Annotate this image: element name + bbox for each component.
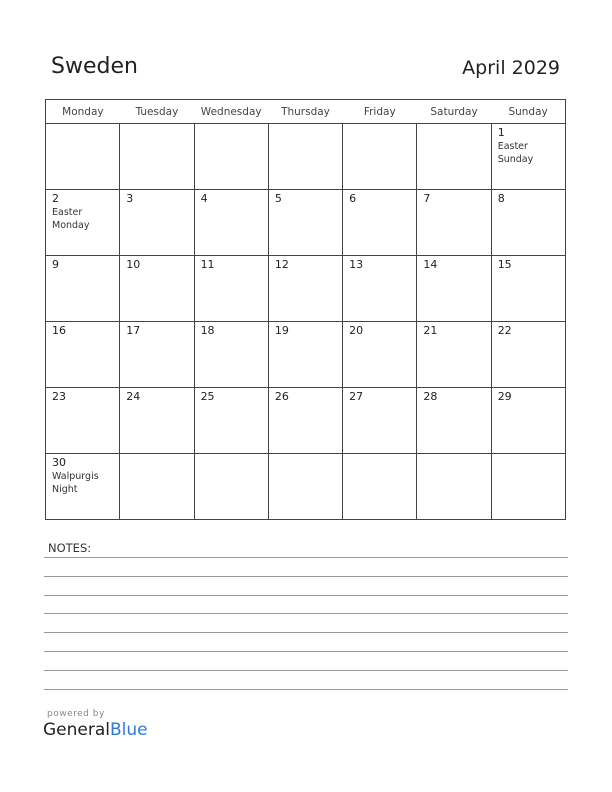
day-cell: [46, 190, 120, 256]
day-number: 24: [126, 390, 141, 403]
weekday-header: Sunday: [491, 100, 565, 124]
day-cell: [417, 322, 491, 388]
day-number: 18: [200, 324, 215, 337]
notes-label: NOTES:: [48, 541, 92, 555]
day-number: 10: [126, 258, 141, 271]
day-number: 27: [349, 390, 364, 403]
day-number: 23: [52, 390, 66, 403]
day-cell: [491, 124, 565, 190]
notes-line: [44, 689, 568, 690]
day-cell: [417, 454, 491, 520]
notes-line: [44, 651, 568, 652]
day-number: 4: [200, 192, 208, 205]
day-cell: [268, 454, 342, 520]
day-number: 12: [274, 258, 289, 271]
day-cell: [268, 124, 342, 190]
day-cell: [194, 190, 268, 256]
day-cell: [417, 388, 491, 454]
weekday-header: Friday: [343, 100, 417, 124]
day-cell: [417, 124, 491, 190]
day-cell: [46, 322, 120, 388]
day-cell: [46, 454, 120, 520]
day-cell: [417, 190, 491, 256]
week-row: [46, 124, 566, 190]
day-number: 8: [497, 192, 505, 205]
notes-line: [44, 613, 568, 614]
day-number: 6: [349, 192, 357, 205]
day-number: 5: [274, 192, 282, 205]
day-cell: [120, 256, 194, 322]
country-title: Sweden: [51, 54, 138, 79]
day-number: 19: [274, 324, 289, 337]
day-number: 15: [497, 258, 512, 271]
day-cell: [194, 322, 268, 388]
day-cell: [343, 322, 417, 388]
day-number: 25: [200, 390, 215, 403]
day-number: 20: [349, 324, 364, 337]
brand-general: General: [43, 720, 110, 740]
day-number: 9: [52, 258, 59, 271]
day-cell: [268, 190, 342, 256]
weekday-header: Tuesday: [120, 100, 194, 124]
week-row: [46, 322, 566, 388]
day-cell: [46, 388, 120, 454]
notes-line: [44, 595, 568, 596]
day-cell: [194, 124, 268, 190]
day-cell: [491, 388, 565, 454]
day-number: 28: [423, 390, 438, 403]
notes-line: [44, 632, 568, 633]
day-cell: [343, 124, 417, 190]
day-number: 2: [52, 192, 59, 205]
weekday-header-row: [46, 100, 566, 124]
holiday-label: Easter Monday: [52, 207, 90, 231]
day-number: 30: [52, 456, 66, 469]
day-cell: [120, 454, 194, 520]
weekday-header: Saturday: [417, 100, 491, 124]
day-cell: [343, 256, 417, 322]
day-cell: [417, 256, 491, 322]
day-cell: [194, 256, 268, 322]
brand-logo: [43, 720, 148, 740]
holiday-label: Easter Sunday: [497, 141, 534, 165]
notes-line: [44, 557, 568, 558]
week-row: [46, 388, 566, 454]
day-cell: [491, 190, 565, 256]
day-number: 26: [274, 390, 289, 403]
day-number: 11: [200, 258, 215, 271]
week-row: [46, 256, 566, 322]
day-number: 16: [52, 324, 66, 337]
day-number: 29: [497, 390, 512, 403]
day-cell: [46, 256, 120, 322]
week-row: [46, 190, 566, 256]
day-cell: [120, 124, 194, 190]
day-number: 13: [349, 258, 364, 271]
powered-by-text: powered by: [47, 709, 105, 719]
day-number: 21: [423, 324, 438, 337]
day-number: 22: [497, 324, 512, 337]
day-number: 1: [497, 126, 505, 139]
weekday-header: Monday: [46, 100, 120, 124]
day-cell: [120, 190, 194, 256]
notes-line: [44, 576, 568, 577]
day-cell: [194, 454, 268, 520]
day-cell: [491, 256, 565, 322]
day-number: 3: [126, 192, 134, 205]
day-number: 17: [126, 324, 141, 337]
day-cell: [120, 388, 194, 454]
weekday-header: Wednesday: [194, 100, 268, 124]
day-number: 14: [423, 258, 438, 271]
day-cell: [194, 388, 268, 454]
holiday-label: Walpurgis Night: [52, 471, 99, 495]
day-cell: [343, 454, 417, 520]
day-cell: [268, 256, 342, 322]
day-cell: [268, 322, 342, 388]
brand-blue: Blue: [110, 720, 148, 740]
notes-line: [44, 670, 568, 671]
day-cell: [491, 454, 565, 520]
day-cell: [343, 388, 417, 454]
day-cell: [343, 190, 417, 256]
weekday-header: Thursday: [268, 100, 342, 124]
month-title: April 2029: [462, 57, 560, 79]
day-cell: [491, 322, 565, 388]
day-cell: [120, 322, 194, 388]
day-cell: [46, 124, 120, 190]
calendar-grid: [45, 99, 566, 520]
day-cell: [268, 388, 342, 454]
week-row: [46, 454, 566, 520]
day-number: 7: [423, 192, 431, 205]
